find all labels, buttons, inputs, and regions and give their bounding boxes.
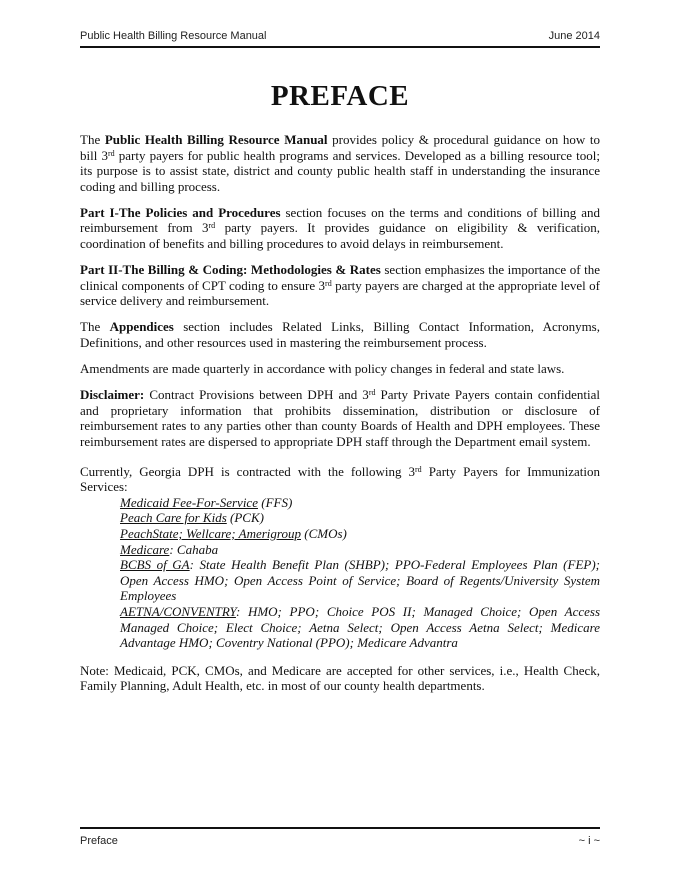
payer-item: Peach Care for Kids (PCK): [120, 510, 264, 526]
page-title: PREFACE: [270, 80, 410, 112]
amendments-paragraph: Amendments are made quarterly in accordance with policy changes in federal and state laws.: [80, 361, 565, 377]
intro-paragraph: The Public Health Billing Resource Manual provides policy & procedural guidance on how to bill 3rd party payers for public health programs and services. Developed as a billing resource tool; its purpose is to assist state, district and county public health staff in understanding the insurance coding and billing process.: [80, 132, 600, 194]
page-footer: [80, 835, 600, 852]
page-header: [80, 30, 600, 47]
disclaimer-paragraph: Disclaimer: Contract Provisions between DPH and 3rd Party Private Payers contain confidential and proprietary information that prohibits dissemination, distribution or disclosure of reimbursement rates to any parties other than county Boards of Health and DPH employees. These reimbursement rates are dispersed to appropriate DPH staff through the Department email system.: [80, 387, 600, 449]
payer-item: PeachState; Wellcare; Amerigroup (CMOs): [120, 525, 347, 541]
payer-item: Medicaid Fee-For-Service (FFS): [120, 494, 293, 510]
footer-section: Preface: [80, 835, 118, 847]
document-body: [80, 132, 600, 704]
page-number: ~ i ~: [578, 835, 600, 847]
payers-intro: Currently, Georgia DPH is contracted with the following 3rd Party Payers for Immunization Services:: [80, 463, 600, 495]
note-paragraph: Note: Medicaid, PCK, CMOs, and Medicare are accepted for other services, i.e., Health Check, Family Planning, Adult Health, etc. in most of our county health departments.: [80, 662, 600, 694]
part2-paragraph: Part II-The Billing & Coding: Methodologies & Rates section emphasizes the importance of the clinical components of CPT coding to ensure 3rd party payers are charged at the appropriate level of service delivery and reimbursement.: [80, 262, 600, 309]
payer-item: BCBS of GA: State Health Benefit Plan (SHBP); PPO-Federal Employees Plan (FEP); Open Access HMO; Open Access Point of Service; Board of Regents/University System Employees: [120, 557, 600, 604]
payer-item: Medicare: Cahaba: [120, 541, 219, 557]
footer-rule: [80, 827, 600, 829]
part1-paragraph: Part I-The Policies and Procedures section focuses on the terms and conditions of billing and reimbursement from 3rd party payers. It provides guidance on eligibility & verification, coordination of benefits and billing procedures to avoid delays in reimbursement.: [80, 204, 600, 252]
header-rule: [80, 46, 600, 48]
header-date: June 2014: [548, 30, 600, 42]
header-title: Public Health Billing Resource Manual: [80, 30, 267, 42]
payer-item: AETNA/CONVENTRY: HMO; PPO; Choice POS II; Managed Choice; Open Access Managed Choice; Elect Choice; Aetna Select; Open Access Aetna Select; Medicare Advantage HMO; Coventry National (PPO); Medicare Advantra: [120, 603, 600, 651]
payer-list: [120, 495, 600, 651]
appendices-paragraph: The Appendices section includes Related Links, Billing Contact Information, Acronyms, Definitions, and other resources used in mastering the reimbursement process.: [80, 319, 600, 351]
